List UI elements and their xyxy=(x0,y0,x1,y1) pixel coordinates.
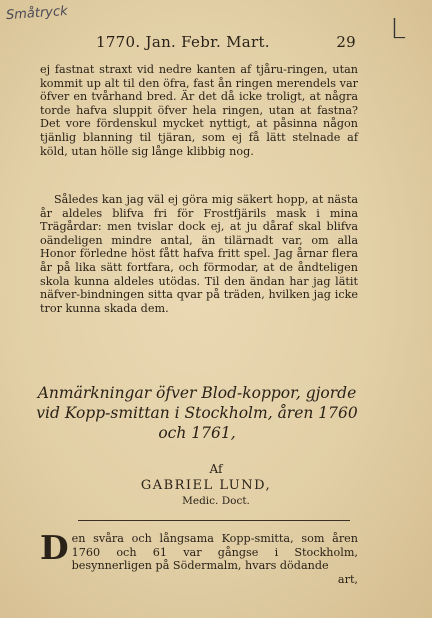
page-number: 29 xyxy=(336,33,356,51)
paragraph-3 xyxy=(40,528,358,586)
paragraph-2 xyxy=(40,193,358,315)
paragraph-1-text: ej fastnat straxt vid nedre kanten af tjåru-ringen, utan kommit up alt til den öfra, fast ån ringen merendels var öfver en tvårhand bred. Är det då icke troligt, at några torde hafva sluppit öfver hela ringen, utan at fastna? Det vore fördenskul mycket nyttigt, at påsinna någon tjänlig blanning til tjäran, som ej få lätt stelnade af köld, utan hölle sig långe klibbig nog. xyxy=(40,63,358,158)
corner-pencil-mark: L xyxy=(390,12,406,45)
article-heading: Anmärkningar öfver Blod-koppor, gjorde vid Kopp-smittan i Stockholm, åren 1760 och 1761, xyxy=(36,384,358,442)
section-divider xyxy=(78,520,350,521)
byline-prefix: Af xyxy=(209,462,223,476)
drop-cap: D xyxy=(40,528,69,567)
author-title: Medic. Doct. xyxy=(182,495,250,507)
running-title: 1770. Jan. Febr. Mart. xyxy=(96,33,270,51)
running-header xyxy=(96,33,356,51)
author-name: GABRIEL LUND, xyxy=(140,478,272,493)
paragraph-3-text: en svåra och långsama Kopp-smitta, som åren 1760 och 61 var gångse i Stockholm, besynnerligen på Södermalm, hvars dödande xyxy=(71,532,358,573)
paragraph-2-text: Således kan jag väl ej göra mig säkert hopp, at nästa år aldeles blifva fri för Frostfjärils mask i mina Trägårdar: men tvislar dock ej, at ju dåraf skal blifva oändeligen mindre antal, än tilärnadt var, om alla Honor förledne höst fått hafva fritt spel. Jag årnar flera år på lika sätt fortfara, och förmodar, at de åndteligen skola kunna aldeles utödas. Til den ändan har jag lätit näfver-bindningen sitta qvar på träden, hvilken jag icke tror kunna skada dem. xyxy=(40,193,358,315)
paragraph-1 xyxy=(40,63,358,158)
catchword: art, xyxy=(337,572,358,586)
handwritten-stamp: Småtryck xyxy=(5,3,69,24)
